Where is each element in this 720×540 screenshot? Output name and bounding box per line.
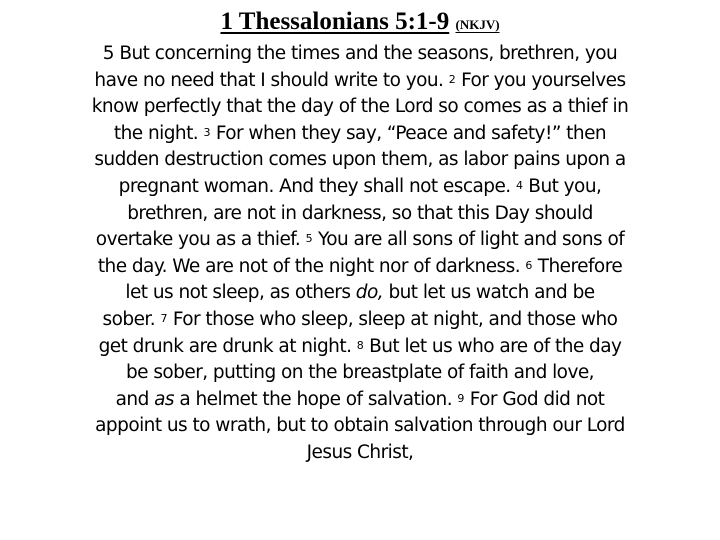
scripture-reference: 1 Thessalonians 5:1-9 xyxy=(220,8,450,35)
passage-line: Jesus Christ, xyxy=(306,441,414,463)
passage-line: get drunk are drunk at night. $^8$ But let us who are of the day xyxy=(98,335,622,357)
scripture-passage xyxy=(34,41,686,467)
verse-number: 3 xyxy=(203,125,211,139)
verse-number: 5 xyxy=(305,232,313,246)
verse-number: 8 xyxy=(356,338,364,352)
italic-word: as xyxy=(154,388,175,410)
verse-number: 4 xyxy=(515,178,523,192)
verse-number: 7 xyxy=(160,311,168,325)
passage-line: brethren, are not in darkness, so that this Day should xyxy=(127,202,593,224)
passage-line: sudden destruction comes upon them, as labor pains upon a xyxy=(94,149,626,171)
verse-number: 2 xyxy=(448,72,456,86)
passage-line: overtake you as a thief. $^5$ You are all sons of light and sons of xyxy=(95,229,625,251)
passage-line: pregnant woman. And they shall not escape. $^4$ But you, xyxy=(118,175,602,197)
passage-line: be sober, putting on the breastplate of faith and love, xyxy=(125,362,595,384)
passage-line: the night. $^3$ For when they say, “Peace and safety!” then xyxy=(113,122,607,144)
passage-line: 5 But concerning the times and the seasons, brethren, you xyxy=(102,43,618,64)
passage-line: sober. $^7$ For those who sleep, sleep at night, and those who xyxy=(102,308,618,330)
passage-line: appoint us to wrath, but to obtain salvation through our Lord xyxy=(95,415,625,437)
italic-word: do, xyxy=(355,282,384,304)
passage-line: have no need that I should write to you. $^2$ For you yourselves xyxy=(94,69,626,91)
passage-line: and as a helmet the hope of salvation. $^9$ For God did not xyxy=(115,388,605,410)
bible-version: (NKJV) xyxy=(455,17,500,32)
passage-line: the day. We are not of the night nor of darkness. $^6$ Therefore xyxy=(97,255,623,277)
verse-number: 6 xyxy=(525,258,533,272)
passage-line: let us not sleep, as others do, but let us watch and be xyxy=(125,282,595,304)
page-title xyxy=(0,8,720,39)
verse-number: 9 xyxy=(457,391,465,405)
passage-line: know perfectly that the day of the Lord so comes as a thief in xyxy=(91,96,629,118)
